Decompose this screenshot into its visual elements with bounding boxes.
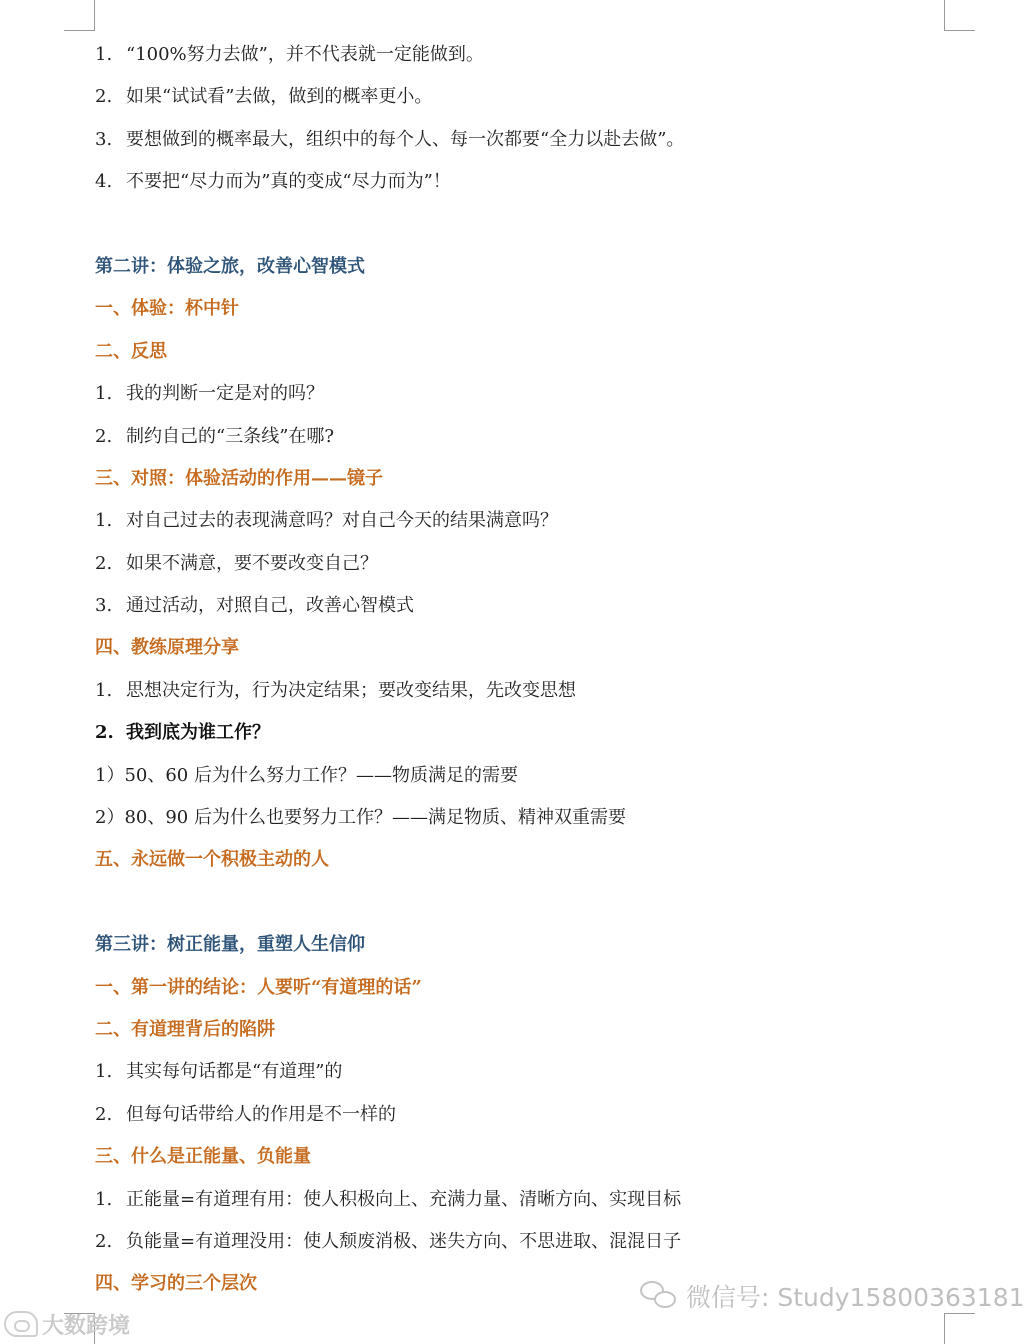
list-item: 3. 要想做到的概率最大，组织中的每个人、每一次都要“全力以赴去做”。: [95, 128, 685, 150]
sub-list-item: 1）50、60 后为什么努力工作？——物质满足的需要: [95, 764, 518, 786]
section-heading: 三、对照：体验活动的作用——镜子: [95, 467, 383, 489]
list-item: 1. “100%努力去做”，并不代表就一定能做到。: [95, 44, 484, 65]
brand-watermark: [4, 1308, 130, 1340]
list-item: 1. 对自己过去的表现满意吗？对自己今天的结果满意吗？: [95, 510, 558, 532]
brand-logo-icon: [4, 1311, 38, 1337]
section-heading: 三、什么是正能量、负能量: [95, 1146, 311, 1168]
list-item: 1. 思想决定行为，行为决定结果；要改变结果，先改变思想: [95, 679, 576, 701]
sub-list-item: 2）80、90 后为什么也要努力工作？——满足物质、精神双重需要: [95, 807, 626, 829]
list-item: 2. 制约自己的“三条线”在哪?: [95, 425, 335, 447]
blank-line: [95, 210, 955, 252]
section-heading: 二、反思: [95, 340, 167, 362]
list-item: 2. 负能量=有道理没用：使人颓废消极、迷失方向、不思进取、混混日子: [95, 1230, 682, 1252]
section-heading: 一、第一讲的结论：人要听“有道理的话”: [95, 976, 422, 998]
section-heading: 四、学习的三个层次: [95, 1273, 257, 1295]
list-item: 4. 不要把“尽力而为”真的变成“尽力而为”！: [95, 171, 451, 193]
blank-line: [95, 888, 955, 930]
page-corner-mark-top-right: [944, 0, 975, 31]
lecture-title: 第二讲：体验之旅，改善心智模式: [95, 255, 365, 277]
page-corner-mark-bottom-right: [944, 1313, 975, 1344]
list-item: 1. 正能量=有道理有用：使人积极向上、充满力量、清晰方向、实现目标: [95, 1188, 682, 1210]
list-item: 1. 我的判断一定是对的吗？: [95, 383, 324, 405]
lecture-title: 第三讲：树正能量，重塑人生信仰: [95, 934, 365, 956]
list-item: 2. 如果“试试看”去做，做到的概率更小。: [95, 86, 433, 108]
page-corner-mark-top-left: [64, 0, 95, 31]
list-item: 2. 如果不满意，要不要改变自己？: [95, 552, 378, 574]
wechat-icon: [640, 1281, 678, 1311]
section-heading: 一、体验：杯中针: [95, 298, 239, 320]
section-heading: 四、教练原理分享: [95, 637, 239, 659]
section-heading: 五、永远做一个积极主动的人: [95, 849, 329, 871]
section-heading: 二、有道理背后的陷阱: [95, 1018, 275, 1040]
list-item: 3. 通过活动，对照自己，改善心智模式: [95, 595, 414, 617]
wechat-watermark: [640, 1278, 1025, 1314]
brand-watermark-text: 大数跨境: [42, 1313, 131, 1339]
bold-list-item: 2. 我到底为谁工作？: [95, 722, 270, 744]
wechat-watermark-text: 微信号: Study15800363181: [686, 1283, 1025, 1312]
document-content: [95, 40, 955, 1312]
list-item: 1. 其实每句话都是“有道理”的: [95, 1061, 343, 1083]
list-item: 2. 但每句话带给人的作用是不一样的: [95, 1103, 396, 1125]
